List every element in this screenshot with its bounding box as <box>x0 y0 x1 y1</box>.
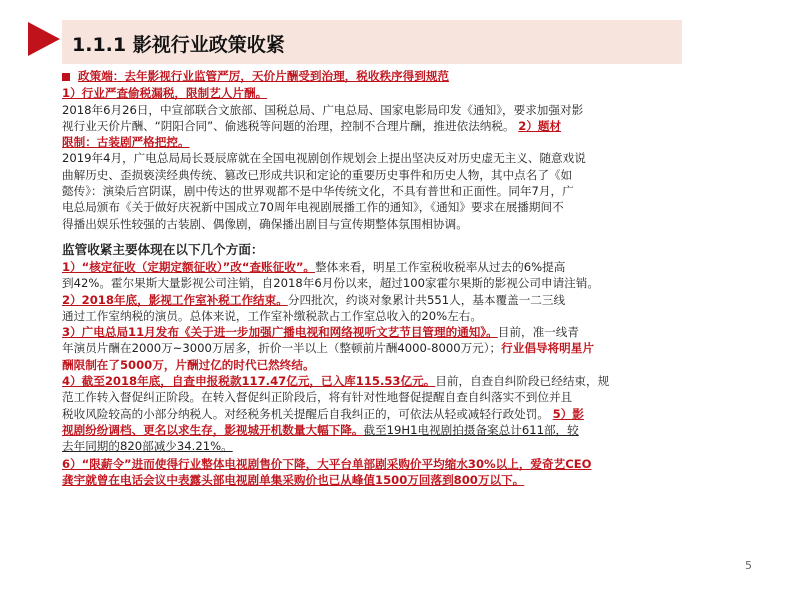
p2-line: 2019年4月，广电总局局长聂辰席就在全国电视剧创作规划会上提出坚决反对历史虚无主义、随意戏说 <box>62 151 586 166</box>
p2-line: 懿传》：演染后宫阴谋，剧中传达的世界观都不是中华传统文化，不具有普世和正面性。同年7月，广 <box>62 184 574 199</box>
item-1-cont: 到42%。霍尔果斯大量影视公司注销，自2018年6月份以来，超过100家霍尔果斯的影视公司申请注销。 <box>62 276 599 291</box>
item-3: 3）广电总局11月发布《关于进一步加强广播电视和网络视听文艺节目管理的通知》。目前，准一线青 <box>62 325 579 340</box>
item-2: 2）2018年底，影视工作室补税工作结束。分四批次，约谈对象累计共551人，基本覆盖一二三线 <box>62 292 566 307</box>
item-4: 4）截至2018年底，自查申报税款117.47亿元，已入库115.53亿元。目前，自查自纠阶段已经结束，规 <box>62 374 610 389</box>
item-1: 1）“核定征收（定期定额征收）”改“查账征收”。整体来看，明星工作室税收税率从过去的6%提高 <box>62 259 566 274</box>
p1-heading: 1）行业严查偷税漏税，限制艺人片酬。 <box>62 86 268 101</box>
p2-line: 得播出娱乐性较强的古装剧、偶像剧，确保播出剧目与宣传期整体氛围相协调。 <box>62 216 468 231</box>
p1-line: 限制：古装剧严格把控。 <box>62 135 190 150</box>
section-heading: 监管收紧主要体现在以下几个方面： <box>62 241 264 257</box>
item-6: 6）“限薪令”进而使得行业整体电视剧售价下降，大平台单部剧采购价平均缩水30%以上，爱奇艺CEO <box>62 456 592 471</box>
p1-line: 2018年6月26日，中宣部联合文旅部、国税总局、广电总局、国家电影局印发《通知》，要求加强对影 <box>62 102 584 117</box>
p1-line: 视行业天价片酬、“阴阳合同”、偷逃税等问题的治理，控制不合理片酬，推进依法纳税。 2）题材 <box>62 118 562 133</box>
slide-content <box>62 68 750 488</box>
item-6-cont: 龚宇就曾在电话会议中表露头部电视剧单集采购价也已从峰值1500万回落到800万以下。 <box>62 472 525 487</box>
p2-line: 曲解历史、歪损亵渎经典传统、篡改已形成共识和定论的重要历史事件和历史人物，其中点名了《如 <box>62 167 573 182</box>
item-5: 视剧纷纷调档、更名以求生存，影视城开机数量大幅下降。截至19H1电视剧拍摄备案总计611部，较 <box>62 422 579 437</box>
item-3-cont: 年演员片酬在2000万~3000万居多，折价一半以上（整顿前片酬4000-8000万元）；行业倡导将明星片 <box>62 341 594 356</box>
square-bullet-icon <box>62 73 70 81</box>
slide-title: 1.1.1 影视行业政策收紧 <box>72 34 285 56</box>
page-number: 5 <box>745 559 752 572</box>
title-triangle-icon <box>28 22 60 56</box>
p2-line: 电总局颁布《关于做好庆祝新中国成立70周年电视剧展播工作的通知》，《通知》要求在展播期间不 <box>62 200 564 215</box>
item-2-cont: 通过工作室纳税的演员。总体来说，工作室补缴税款占工作室总收入的20%左右。 <box>62 308 482 323</box>
item-4-cont: 范工作转入督促纠正阶段。在转入督促纠正阶段后，将有针对性地督促提醒自查自纠落实不到位并且 <box>62 390 573 405</box>
headline: 政策端：去年影视行业监管严厉，天价片酬受到治理，税收秩序得到规范 <box>62 68 750 84</box>
item-3-end: 酬限制在了5000万，片酬过亿的时代已然终结。 <box>62 357 315 372</box>
item-5-cont: 去年同期的820部减少34.21%。 <box>62 439 233 454</box>
item-4-cont: 税收风险较高的小部分纳税人。对经税务机关提醒后自我纠正的，可依法从轻或减轻行政处罚。 5）影 <box>62 406 584 421</box>
